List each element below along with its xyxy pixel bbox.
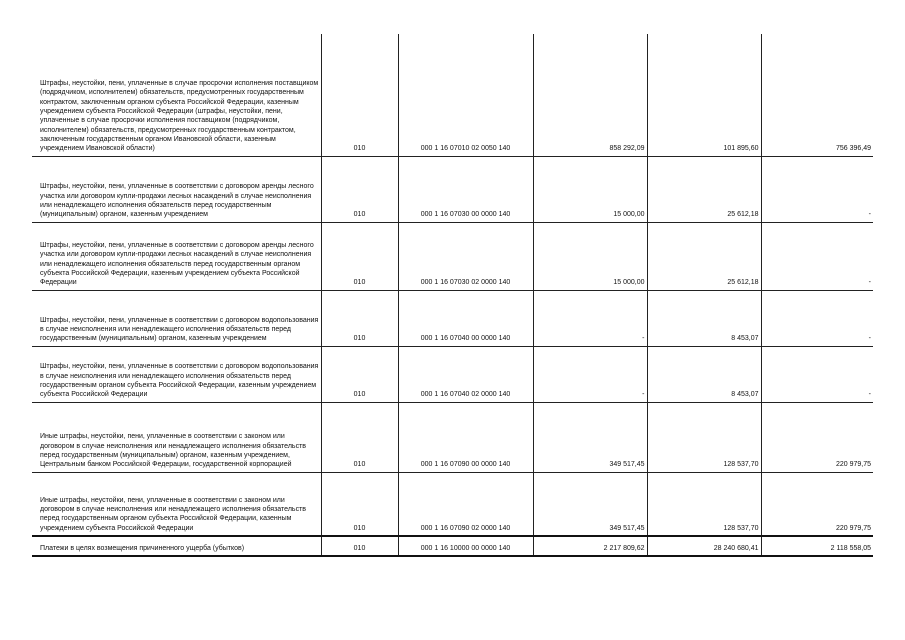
row-line-code: 010 <box>321 346 398 402</box>
row-name: Штрафы, неустойки, пени, уплаченные в случае просрочки исполнения поставщиком (подрядчиком, исполнителем) обязательств, предусмотренных государственным контрактом, заключенным органом субъекта Российской Федерации, казенным учреждением субъекта Российской Федерации (штрафы, неустойки, пени, уплаченные в случае просрочки исполнения поставщиком (подрядчиком, исполнителем) обязательств, предусмотренных государственным контрактом, заключенным государственным органом Ивановской области, казенным учреждением Ивановской области) <box>32 34 321 156</box>
row-line-code: 010 <box>321 472 398 536</box>
row-kbk: 000 1 16 07090 00 0000 140 <box>398 402 533 472</box>
row-name: Иные штрафы, неустойки, пени, уплаченные в соответствии с законом или договором в случае неисполнения или ненадлежащего исполнения обязательств перед государственным (муниципальным) органом, казенным учреждением, Центральным банком Российской Федерации, государственной корпорацией <box>32 402 321 472</box>
row-value-1: 349 517,45 <box>533 402 647 472</box>
row-kbk: 000 1 16 07040 00 0000 140 <box>398 290 533 346</box>
row-value-3: 220 979,75 <box>761 472 873 536</box>
row-value-3: 2 118 558,05 <box>761 536 873 556</box>
row-name: Штрафы, неустойки, пени, уплаченные в соответствии с договором аренды лесного участка или договором купли-продажи лесных насаждений в случае неисполнения или ненадлежащего исполнения обязательств перед государственным органом субъекта Российской Федерации, казенным учреждением субъекта Российской Федерации <box>32 222 321 290</box>
row-line-code: 010 <box>321 34 398 156</box>
row-line-code: 010 <box>321 156 398 222</box>
row-value-2: 25 612,18 <box>647 222 761 290</box>
row-value-1: 15 000,00 <box>533 156 647 222</box>
row-value-1: 858 292,09 <box>533 34 647 156</box>
row-value-3: - <box>761 156 873 222</box>
row-name: Штрафы, неустойки, пени, уплаченные в соответствии с договором водопользования в случае неисполнения или ненадлежащего исполнения обязательств перед государственным органом субъекта Российской Федерации, казенным учреждением субъекта Российской Федерации <box>32 346 321 402</box>
row-value-1: 15 000,00 <box>533 222 647 290</box>
row-value-1: - <box>533 290 647 346</box>
row-value-1: 349 517,45 <box>533 472 647 536</box>
row-value-3: - <box>761 346 873 402</box>
row-kbk: 000 1 16 07010 02 0050 140 <box>398 34 533 156</box>
row-value-3: - <box>761 222 873 290</box>
table-row <box>32 222 873 290</box>
row-kbk: 000 1 16 10000 00 0000 140 <box>398 536 533 556</box>
row-value-2: 101 895,60 <box>647 34 761 156</box>
row-line-code: 010 <box>321 536 398 556</box>
row-name: Штрафы, неустойки, пени, уплаченные в соответствии с договором водопользования в случае неисполнения или ненадлежащего исполнения обязательств перед государственным (муниципальным) органом, казенным учреждением <box>32 290 321 346</box>
table-row <box>32 290 873 346</box>
report-table-body <box>32 34 873 556</box>
row-value-2: 8 453,07 <box>647 290 761 346</box>
table-row <box>32 346 873 402</box>
row-value-1: - <box>533 346 647 402</box>
table-row <box>32 472 873 536</box>
row-value-2: 25 612,18 <box>647 156 761 222</box>
row-value-3: 220 979,75 <box>761 402 873 472</box>
table-row <box>32 156 873 222</box>
row-value-2: 28 240 680,41 <box>647 536 761 556</box>
row-name: Штрафы, неустойки, пени, уплаченные в соответствии с договором аренды лесного участка или договором купли-продажи лесных насаждений в случае неисполнения или ненадлежащего исполнения обязательств перед государственным (муниципальным) органом, казенным учреждением <box>32 156 321 222</box>
row-line-code: 010 <box>321 290 398 346</box>
row-value-3: 756 396,49 <box>761 34 873 156</box>
table-row <box>32 402 873 472</box>
row-kbk: 000 1 16 07030 00 0000 140 <box>398 156 533 222</box>
row-kbk: 000 1 16 07040 02 0000 140 <box>398 346 533 402</box>
row-line-code: 010 <box>321 402 398 472</box>
table-row <box>32 34 873 156</box>
row-line-code: 010 <box>321 222 398 290</box>
row-value-2: 8 453,07 <box>647 346 761 402</box>
report-table <box>32 34 873 557</box>
row-value-2: 128 537,70 <box>647 472 761 536</box>
row-kbk: 000 1 16 07090 02 0000 140 <box>398 472 533 536</box>
row-name: Платежи в целях возмещения причиненного ущерба (убытков) <box>32 536 321 556</box>
row-name: Иные штрафы, неустойки, пени, уплаченные в соответствии с законом или договором в случае неисполнения или ненадлежащего исполнения обязательств перед государственным органом субъекта Российской Федерации, казенным учреждением субъекта Российской Федерации <box>32 472 321 536</box>
row-value-2: 128 537,70 <box>647 402 761 472</box>
row-value-3: - <box>761 290 873 346</box>
table-row <box>32 536 873 556</box>
row-value-1: 2 217 809,62 <box>533 536 647 556</box>
row-kbk: 000 1 16 07030 02 0000 140 <box>398 222 533 290</box>
